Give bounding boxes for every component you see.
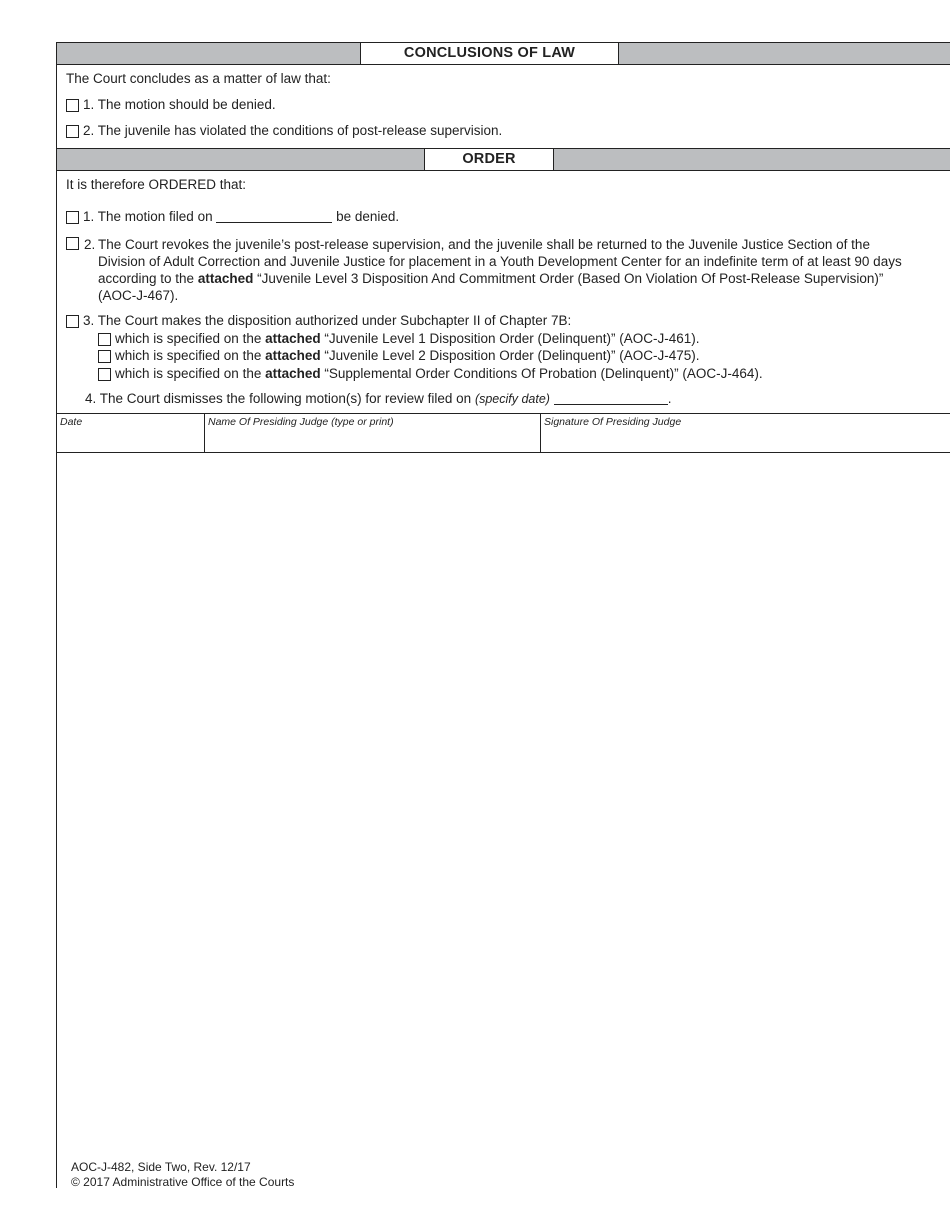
order-2-bold: attached (197, 271, 254, 286)
conclusion-1-label: 1. The motion should be denied. (83, 97, 276, 112)
form-left-border (56, 42, 57, 1188)
signature-row (57, 413, 950, 453)
order-3-checkbox[interactable] (66, 315, 79, 328)
sub-1-bold: attached (265, 331, 321, 346)
order-1-checkbox[interactable] (66, 211, 79, 224)
motion-date-field[interactable] (216, 210, 332, 223)
order-3-sub-1 (98, 330, 700, 347)
order-3-sub-3 (98, 365, 763, 382)
order-item-2 (66, 236, 906, 304)
conclusion-2-label: 2. The juvenile has violated the conditions of post-release supervision. (83, 123, 503, 138)
order-2-text (98, 236, 906, 304)
judge-signature-field[interactable] (541, 414, 950, 452)
form-number: AOC-J-482, Side Two, Rev. 12/17 (71, 1160, 251, 1174)
order-3-label: 3. The Court makes the disposition authorized under Subchapter II of Chapter 7B: (83, 313, 572, 328)
order-item-4 (85, 391, 672, 407)
sub-3-bold: attached (265, 366, 321, 381)
conclusions-header-band (57, 42, 950, 65)
order-4-text: 4. The Court dismisses the following motion(s) for review filed on (85, 391, 472, 406)
sub-3-post: “Supplemental Order Conditions Of Probation (Delinquent)” (AOC-J-464). (324, 366, 763, 381)
order-header-band (57, 148, 950, 171)
sub-2-post: “Juvenile Level 2 Disposition Order (Delinquent)” (AOC-J-475). (324, 348, 700, 363)
conclusion-1-checkbox[interactable] (66, 99, 79, 112)
order-2-number: 2. (84, 237, 96, 252)
order-3-sub-3-checkbox[interactable] (98, 368, 111, 381)
date-label: Date (60, 416, 83, 428)
order-item-1 (66, 209, 399, 225)
order-4-period: . (667, 391, 672, 406)
conclusions-title: CONCLUSIONS OF LAW (360, 42, 619, 65)
order-title: ORDER (424, 148, 554, 171)
judge-signature-label: Signature Of Presiding Judge (544, 416, 682, 428)
conclusion-item-2 (66, 123, 502, 139)
order-2-text-a: The Court revokes the juvenile’s post-release supervision, and the juvenile shall be returned to the Juvenile Justice Section of the Division of Adult Correction and Juvenile Justice for placement in a Youth Development Center for an indefinite term of at least 90 days according to the (98, 237, 902, 286)
order-1-prefix: 1. The motion filed on (83, 209, 213, 224)
copyright: © 2017 Administrative Office of the Courts (71, 1175, 295, 1189)
order-intro: It is therefore ORDERED that: (66, 177, 247, 192)
review-date-field[interactable] (554, 392, 668, 405)
sub-2-bold: attached (265, 348, 321, 363)
order-3-sub-2 (98, 347, 700, 364)
order-1-suffix: be denied. (336, 209, 400, 224)
sub-3-pre: which is specified on the (115, 366, 262, 381)
order-2-checkbox[interactable] (66, 237, 79, 250)
judge-name-label: Name Of Presiding Judge (type or print) (208, 416, 394, 428)
conclusion-item-1 (66, 97, 276, 113)
conclusions-intro: The Court concludes as a matter of law that: (66, 71, 331, 86)
sub-1-post: “Juvenile Level 1 Disposition Order (Delinquent)” (AOC-J-461). (324, 331, 700, 346)
sub-2-pre: which is specified on the (115, 348, 262, 363)
order-item-3 (66, 313, 571, 329)
judge-name-field[interactable] (205, 414, 540, 452)
sub-1-pre: which is specified on the (115, 331, 262, 346)
order-4-specify-date: (specify date) (474, 392, 550, 406)
order-3-sub-1-checkbox[interactable] (98, 333, 111, 346)
conclusion-2-checkbox[interactable] (66, 125, 79, 138)
order-2-text-b: “Juvenile Level 3 Disposition And Commitment Order (Based On Violation Of Post-Release Supervision)” (AOC-J-467). (98, 271, 884, 303)
order-3-sub-2-checkbox[interactable] (98, 350, 111, 363)
date-field[interactable] (57, 414, 204, 452)
